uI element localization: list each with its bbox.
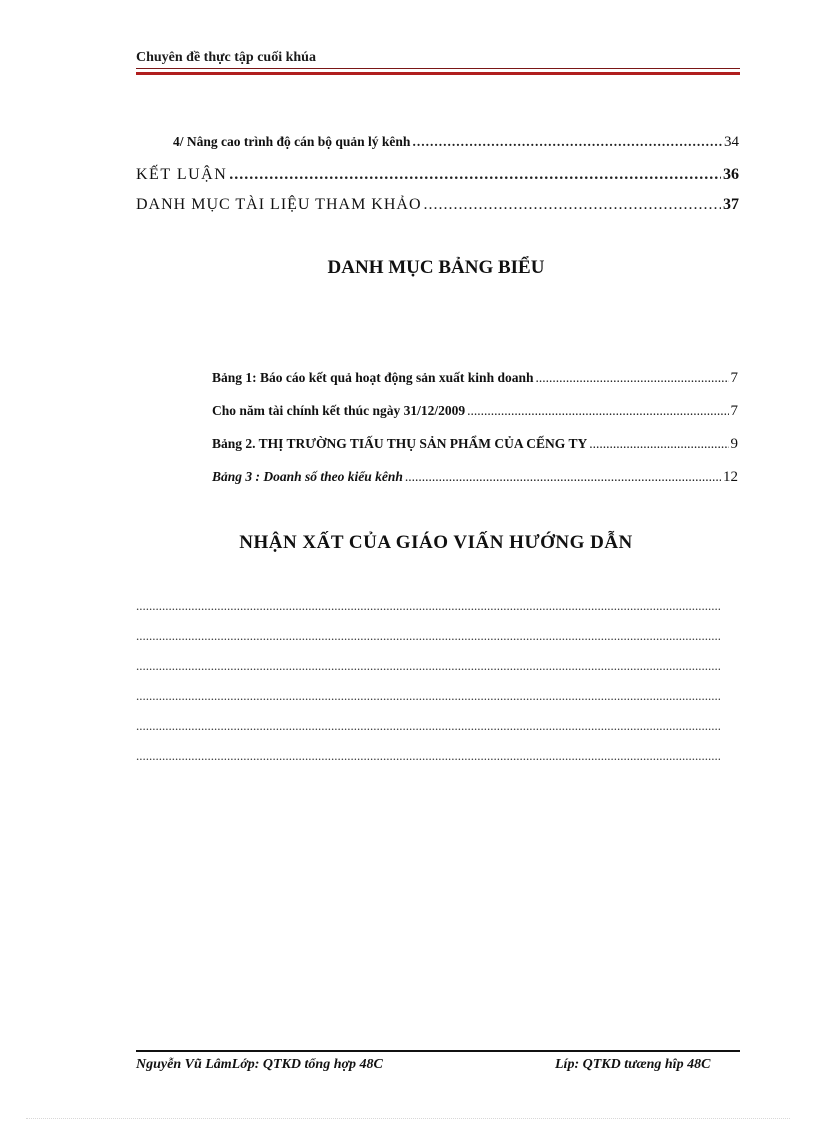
comment-line (136, 718, 720, 734)
dot-leader (405, 469, 721, 485)
table-list-label: Bảng 3 : Doanh số theo kiểu kênh (212, 469, 403, 484)
toc-entry-page: 36 (723, 166, 739, 183)
dot-leader (424, 196, 721, 214)
toc-entry-tai-lieu (136, 196, 739, 214)
toc-entry-page: 37 (723, 196, 739, 213)
toc-entry-page: 34 (724, 134, 739, 150)
running-header-title: Chuyên đề thực tập cuối khúa (136, 50, 316, 65)
toc-entry-ket-luan (136, 166, 739, 184)
page-edge-dots (26, 1118, 790, 1119)
table-list-item (212, 370, 738, 387)
comment-line (136, 628, 720, 644)
toc-entry-label: DANH MỤC TÀI LIỆU THAM KHẢO (136, 196, 422, 213)
table-list-page: 7 (730, 370, 738, 386)
table-list-label: Bảng 2. THỊ TRƯỜNG TIẤU THỤ SẢN PHẨM CỦA CẾNG TY (212, 436, 588, 451)
table-list-page: 7 (730, 403, 738, 419)
dot-leader (412, 134, 722, 150)
dot-leader (589, 436, 728, 452)
footer-class: Líp: QTKD tưæng hîp 48C (555, 1057, 711, 1072)
table-list-label: Bảng 1: Báo cáo kết quả hoạt động sản xuất kinh doanh (212, 370, 534, 385)
table-list-page: 12 (723, 469, 738, 485)
dot-leader (229, 166, 721, 184)
table-list-item (212, 403, 738, 420)
advisor-comment-heading: NHẬN XẤT CỦA GIÁO VIẤN HƯỚNG DẪN (239, 532, 633, 553)
comment-line (136, 748, 720, 764)
toc-entry-4 (173, 134, 739, 151)
toc-entry-label: 4/ Nâng cao trình độ cán bộ quản lý kênh (173, 134, 411, 149)
comment-line (136, 688, 720, 704)
comment-line (136, 658, 720, 674)
dot-leader (535, 370, 728, 386)
tables-list-heading: DANH MỤC BẢNG BIỂU (327, 257, 545, 278)
dot-leader (467, 403, 728, 419)
table-list-page: 9 (730, 436, 738, 452)
table-list-label: Cho năm tài chính kết thúc ngày 31/12/2009 (212, 403, 466, 418)
footer-rule (136, 1050, 740, 1052)
comment-line (136, 598, 720, 614)
table-list-item (212, 469, 738, 486)
header-rule (136, 68, 740, 75)
footer-author: Nguyễn Vũ LâmLớp: QTKD tổng hợp 48C (136, 1057, 383, 1072)
toc-entry-label: KẾT LUẬN (136, 166, 228, 183)
table-list-item (212, 436, 738, 453)
